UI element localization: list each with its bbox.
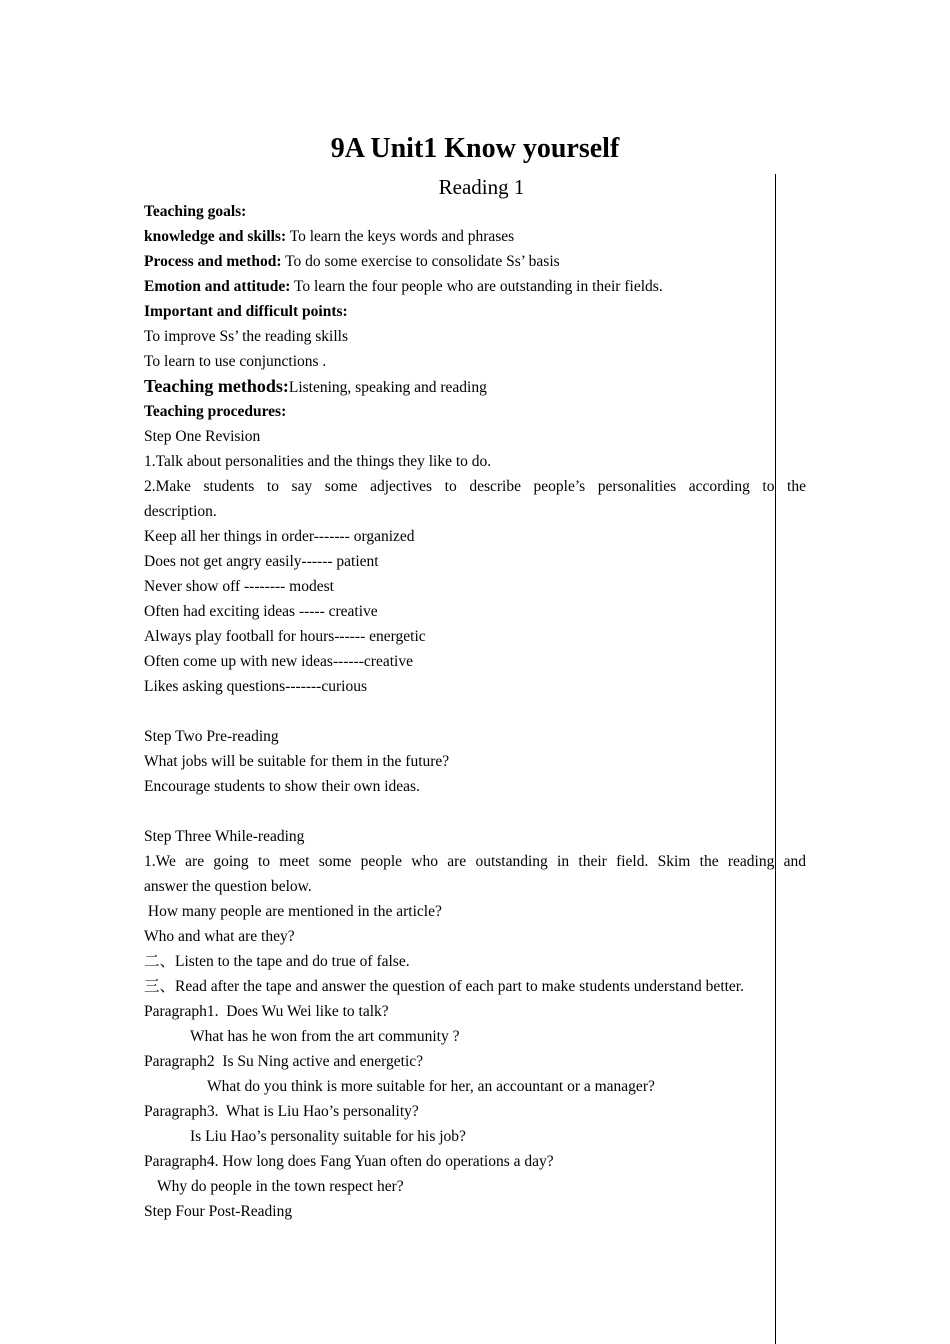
adjective-pair: Never show off -------- modest (144, 578, 334, 595)
document-subtitle: Reading 1 (438, 175, 525, 199)
step-one-item: 1.Talk about personalities and the things they like to do. (144, 453, 492, 470)
adjective-pair: Does not get angry easily------ patient (144, 553, 379, 570)
spacer (144, 699, 806, 724)
paragraph-question: Paragraph3. What is Liu Hao’s personality? (144, 1103, 419, 1120)
adjective-pair: Often had exciting ideas ----- creative (144, 603, 378, 620)
step-three-item-continued: answer the question below. (144, 878, 312, 895)
step-four-heading: Step Four Post-Reading (144, 1203, 293, 1220)
teaching-methods: Teaching methods:Listening, speaking and reading (144, 376, 487, 396)
adjective-pair: Keep all her things in order------- organized (144, 528, 415, 545)
step-two-line: Encourage students to show their own ideas. (144, 778, 420, 795)
document-body (144, 199, 806, 1224)
paragraph-question: Why do people in the town respect her? (157, 1178, 404, 1195)
step-one-item: 2.Make students to say some adjectives to describe people’s personalities according to the (144, 478, 806, 495)
goal-process: Process and method: To do some exercise to consolidate Ss’ basis (144, 253, 560, 270)
step-three-item: 二、Listen to the tape and do true of false. (144, 953, 410, 970)
adjective-pair: Always play football for hours------ energetic (144, 628, 426, 645)
paragraph-question: Paragraph4. How long does Fang Yuan often do operations a day? (144, 1153, 554, 1170)
point-item: To improve Ss’ the reading skills (144, 328, 348, 345)
points-heading: Important and difficult points: (144, 303, 348, 320)
question: How many people are mentioned in the article? (144, 903, 442, 920)
goal-emotion: Emotion and attitude: To learn the four people who are outstanding in their fields. (144, 278, 663, 295)
paragraph-question: What has he won from the art community ? (190, 1028, 460, 1045)
question: Who and what are they? (144, 928, 295, 945)
adjective-pair: Likes asking questions-------curious (144, 678, 367, 695)
step-three-item: 三、Read after the tape and answer the question of each part to make students understand better. (144, 978, 744, 995)
point-item: To learn to use conjunctions . (144, 353, 327, 370)
step-three-item: 1.We are going to meet some people who are outstanding in their field. Skim the reading and (144, 853, 806, 870)
step-one-heading: Step One Revision (144, 428, 261, 445)
paragraph-question: Is Liu Hao’s personality suitable for his job? (190, 1128, 466, 1145)
step-one-item-continued: description. (144, 503, 217, 520)
paragraph-question: What do you think is more suitable for her, an accountant or a manager? (207, 1078, 655, 1095)
step-two-line: What jobs will be suitable for them in the future? (144, 753, 450, 770)
step-two-heading: Step Two Pre-reading (144, 728, 279, 745)
goal-knowledge: knowledge and skills: To learn the keys words and phrases (144, 228, 515, 245)
adjective-pair: Often come up with new ideas------creative (144, 653, 413, 670)
paragraph-question: Paragraph2 Is Su Ning active and energetic? (144, 1053, 424, 1070)
spacer (144, 799, 806, 824)
step-three-heading: Step Three While-reading (144, 828, 305, 845)
paragraph-question: Paragraph1. Does Wu Wei like to talk? (144, 1003, 389, 1020)
goals-heading: Teaching goals: (144, 203, 247, 220)
procedures-heading: Teaching procedures: (144, 403, 287, 420)
document-title: 9A Unit1 Know yourself (330, 133, 620, 164)
